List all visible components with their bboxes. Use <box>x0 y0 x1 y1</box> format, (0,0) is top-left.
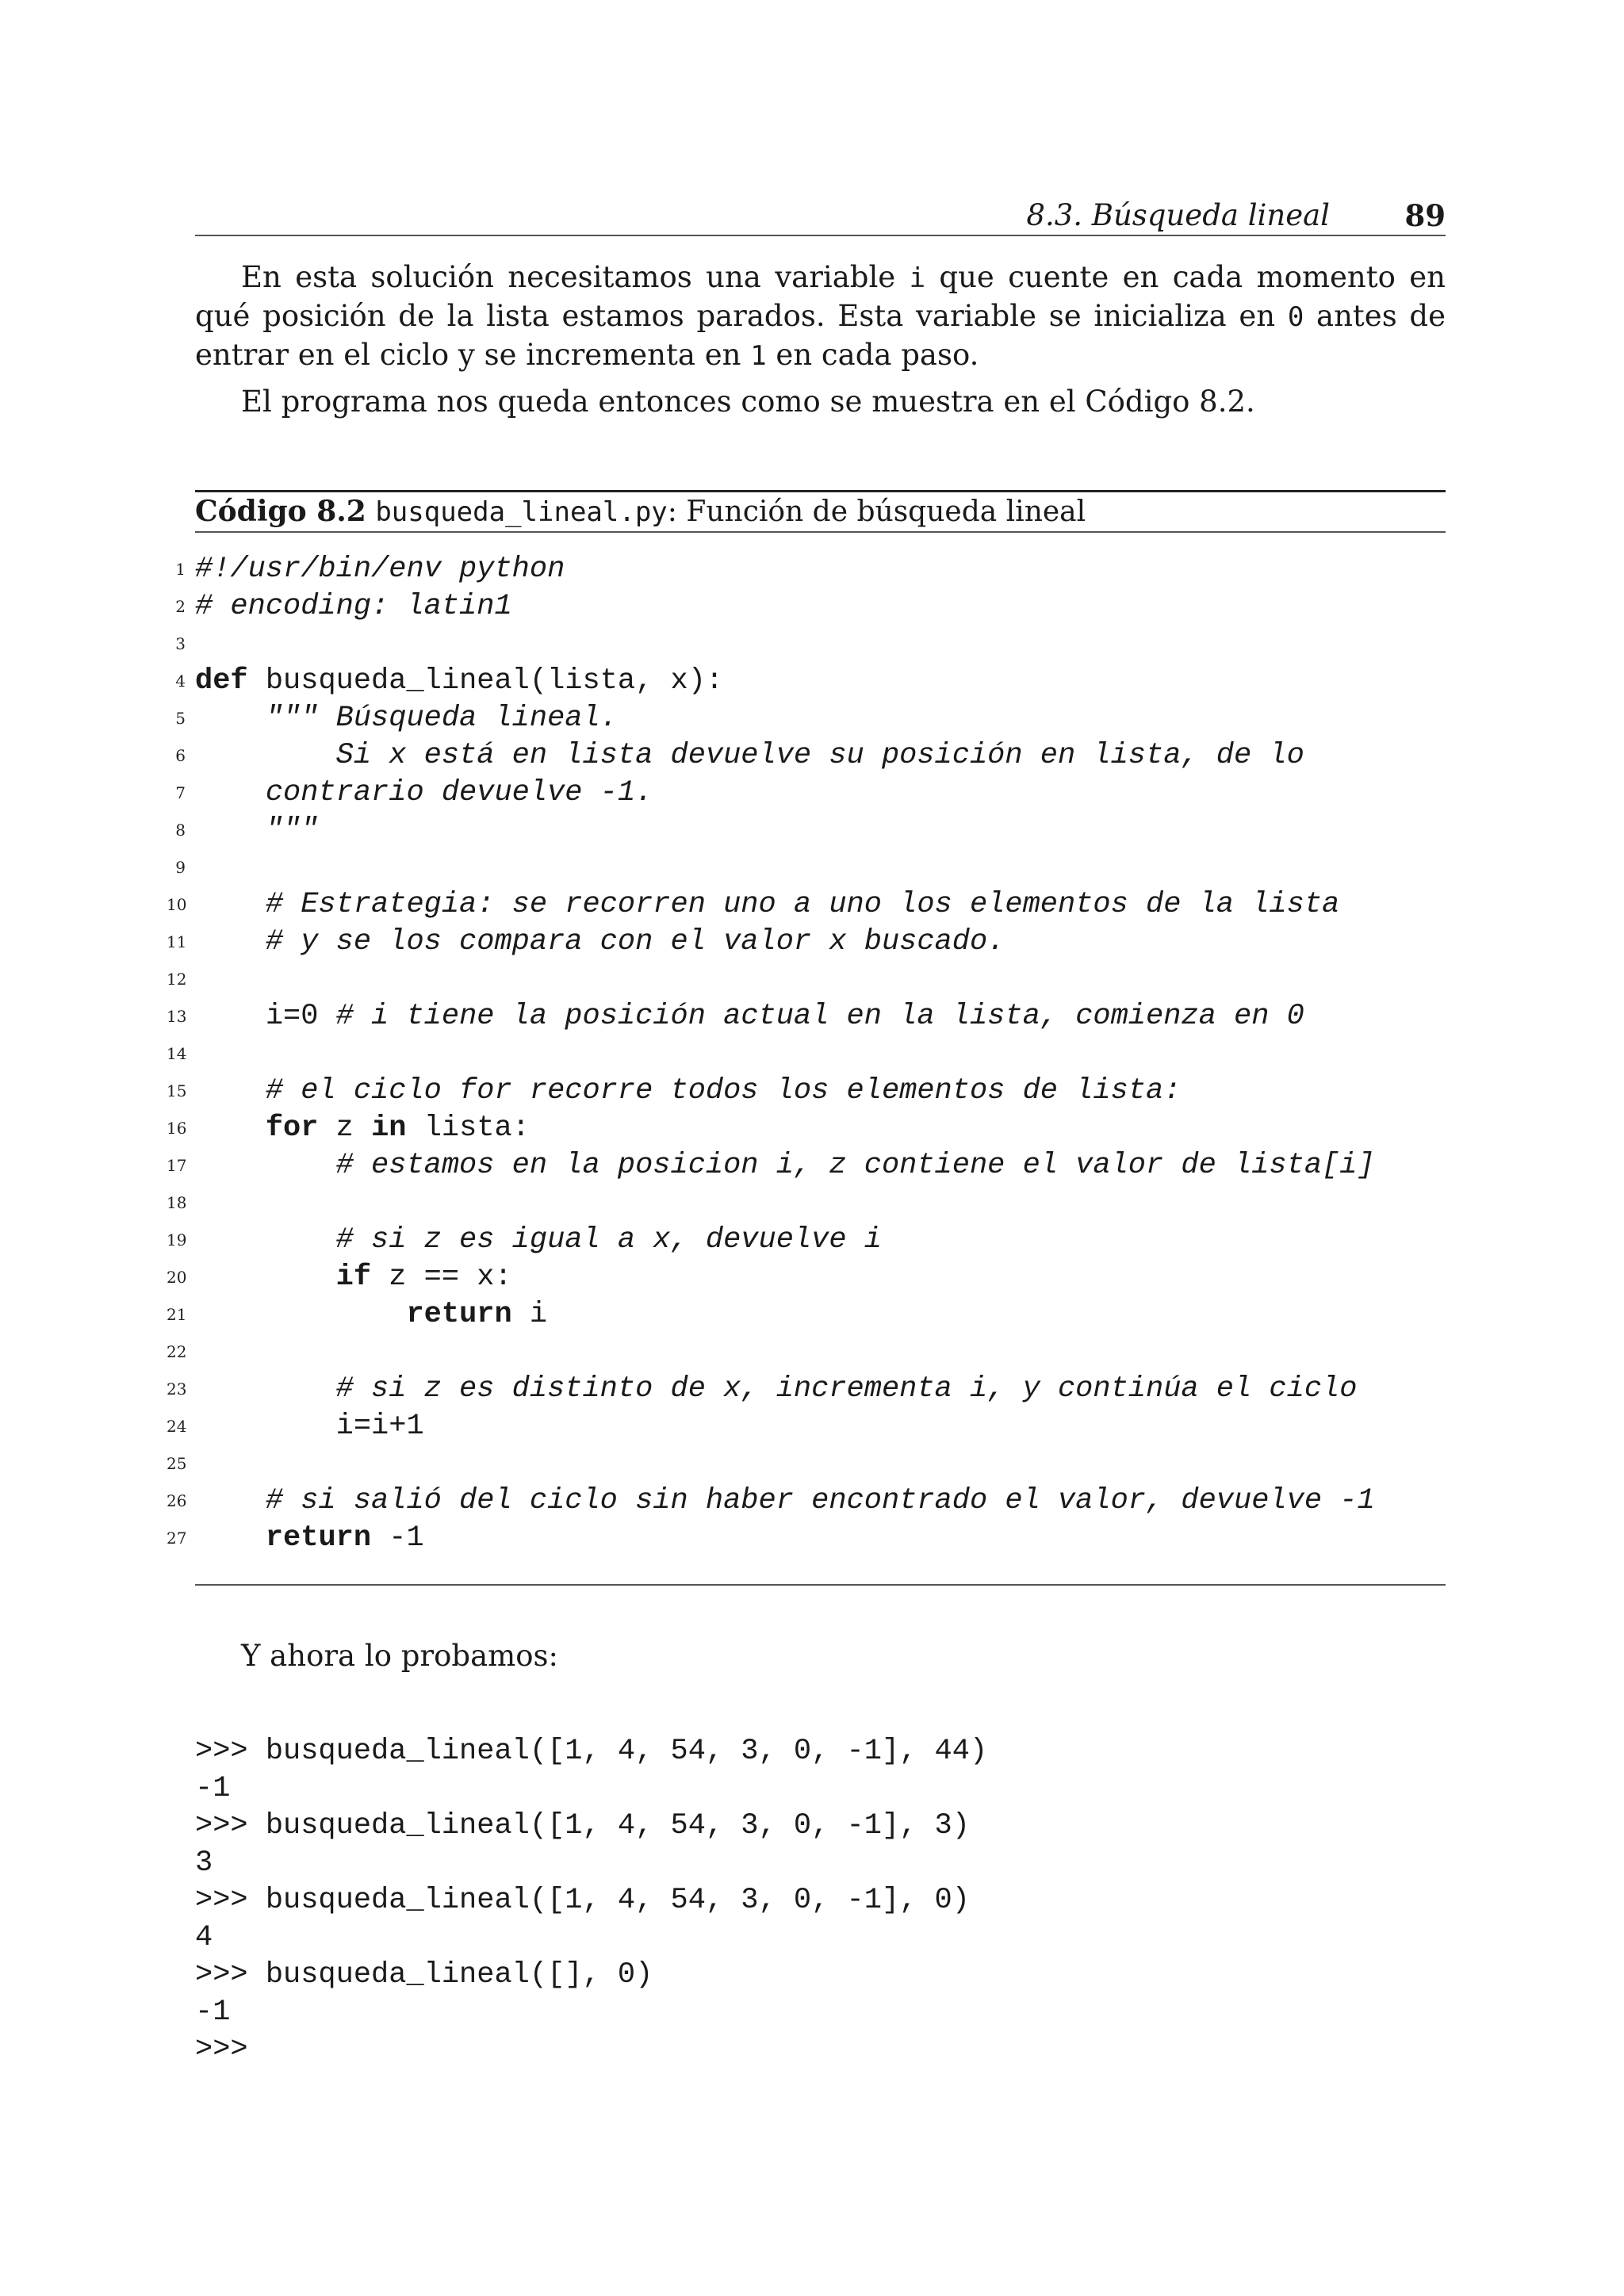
line-number: 22 <box>167 1342 187 1361</box>
code-text <box>195 1259 512 1296</box>
code-text <box>195 1408 424 1445</box>
listing-caption <box>195 492 1446 533</box>
code-token: lista: <box>406 1112 530 1145</box>
inline-code: i <box>909 262 926 294</box>
code-text <box>195 737 1304 775</box>
code-line <box>167 1296 1451 1334</box>
line-number: 10 <box>167 895 187 914</box>
line-number: 15 <box>167 1081 187 1100</box>
code-comment: Si x está en lista devuelve su posición en lista, de lo <box>195 739 1304 772</box>
repl-line: >>> <box>195 2033 248 2066</box>
paragraph-intro: El programa nos queda entonces como se muestra en el Código 8.2. <box>241 385 1255 419</box>
code-token <box>195 1298 406 1331</box>
code-line <box>167 775 1451 812</box>
inline-code: 1 <box>750 340 767 372</box>
code-line <box>167 998 1451 1035</box>
code-line <box>167 1483 1451 1520</box>
line-number: 1 <box>175 560 186 579</box>
code-token: z <box>318 1112 372 1145</box>
code-line <box>167 737 1451 775</box>
section-title: 8.3. Búsqueda lineal <box>1026 198 1330 232</box>
code-comment: # Estrategia: se recorren uno a uno los elementos de la lista <box>195 888 1340 921</box>
code-comment: """ <box>195 813 319 847</box>
repl-line: >>> busqueda_lineal([1, 4, 54, 3, 0, -1], 44) <box>195 1735 988 1768</box>
code-comment: # si salió del ciclo sin haber encontrado el valor, devuelve -1 <box>195 1484 1375 1517</box>
repl-line: >>> busqueda_lineal([1, 4, 54, 3, 0, -1], 0) <box>195 1884 970 1917</box>
code-text <box>195 1371 1357 1408</box>
text-run: En esta solución necesitamos una variable <box>241 260 910 294</box>
code-comment: #!/usr/bin/env python <box>195 553 565 586</box>
code-line <box>167 1334 1451 1371</box>
repl-line: >>> busqueda_lineal([1, 4, 54, 3, 0, -1], 3) <box>195 1809 970 1843</box>
code-token: -1 <box>371 1521 424 1555</box>
code-line <box>167 812 1451 849</box>
text-run: que cuente en cada momento en qué posición de la lista estamos parados. Esta variable se inicializa en <box>195 260 1446 333</box>
code-token: i <box>511 1298 548 1331</box>
line-number: 24 <box>167 1417 187 1436</box>
line-number: 2 <box>175 597 186 616</box>
code-line <box>167 626 1451 663</box>
code-line <box>167 1445 1451 1483</box>
code-comment: # si z es igual a x, devuelve i <box>195 1223 882 1257</box>
repl-line: 3 <box>195 1846 213 1880</box>
line-number: 16 <box>167 1119 187 1138</box>
code-comment: """ Búsqueda lineal. <box>195 702 618 735</box>
line-number: 11 <box>167 932 187 951</box>
code-text <box>195 1483 1375 1520</box>
code-line <box>167 1371 1451 1408</box>
code-keyword: return <box>406 1298 512 1331</box>
line-number: 18 <box>167 1193 187 1212</box>
line-number: 25 <box>167 1454 187 1473</box>
line-number: 9 <box>175 858 186 877</box>
code-text <box>195 924 1005 961</box>
code-line <box>167 700 1451 737</box>
line-number: 12 <box>167 970 187 989</box>
code-keyword: for <box>265 1112 319 1145</box>
code-comment: # el ciclo for recorre todos los elementos de lista: <box>195 1074 1182 1108</box>
code-line <box>167 1222 1451 1259</box>
code-comment: # si z es distinto de x, incrementa i, y continúa el ciclo <box>195 1372 1358 1406</box>
line-number: 6 <box>175 746 186 765</box>
running-header <box>195 195 1446 236</box>
code-token <box>195 1261 336 1294</box>
code-token: i=i+1 <box>195 1410 424 1443</box>
paragraph-solution <box>195 258 1446 375</box>
code-line <box>167 1184 1451 1222</box>
line-number: 4 <box>175 672 186 691</box>
code-line <box>167 1110 1451 1147</box>
code-line <box>167 551 1451 588</box>
line-number: 14 <box>167 1044 187 1063</box>
code-keyword: def <box>195 664 248 698</box>
line-number: 5 <box>175 709 186 728</box>
code-comment: contrario devuelve -1. <box>195 776 653 809</box>
line-number: 19 <box>167 1230 187 1249</box>
text-run: antes de entrar en el ciclo y se incrementa en <box>195 299 1446 372</box>
code-line <box>167 663 1451 700</box>
code-text <box>195 1520 424 1557</box>
code-line <box>167 1147 1451 1184</box>
code-text <box>195 1110 530 1147</box>
code-text <box>195 663 723 700</box>
code-line <box>167 1520 1451 1557</box>
line-number: 21 <box>167 1305 187 1324</box>
code-text <box>195 812 318 849</box>
code-text <box>195 551 565 588</box>
code-token <box>195 1112 266 1145</box>
repl-line: 4 <box>195 1921 213 1954</box>
code-text <box>195 1222 882 1259</box>
code-text <box>195 700 618 737</box>
line-number: 27 <box>167 1529 187 1548</box>
code-line <box>167 849 1451 886</box>
listing-label: Código 8.2 <box>195 495 366 528</box>
code-line <box>167 1073 1451 1110</box>
listing-title: : Función de búsqueda lineal <box>667 496 1086 528</box>
text-run: en cada paso. <box>766 338 979 372</box>
line-number: 17 <box>167 1156 187 1175</box>
line-number: 7 <box>175 783 186 802</box>
line-number: 26 <box>167 1491 187 1510</box>
repl-session <box>195 1733 987 2068</box>
code-text <box>195 1147 1375 1184</box>
code-line <box>167 961 1451 998</box>
code-comment: # estamos en la posicion i, z contiene el valor de lista[i] <box>195 1149 1375 1182</box>
code-token <box>195 1521 266 1555</box>
code-text <box>195 1296 547 1334</box>
code-text <box>195 1073 1181 1110</box>
page-number: 89 <box>1404 198 1446 233</box>
code-comment: # i tiene la posición actual en la lista, comienza en 0 <box>335 1000 1304 1033</box>
listing-filename: busqueda_lineal.py <box>375 496 668 528</box>
code-line <box>167 924 1451 961</box>
code-listing <box>167 551 1451 1557</box>
paragraph-test: Y ahora lo probamos: <box>241 1639 558 1673</box>
code-comment: # encoding: latin1 <box>195 590 512 623</box>
code-text <box>195 998 1304 1035</box>
code-token: busqueda_lineal(lista, x): <box>247 664 724 698</box>
code-keyword: return <box>265 1521 372 1555</box>
line-number: 20 <box>167 1268 187 1287</box>
line-number: 8 <box>175 821 186 840</box>
code-keyword: in <box>371 1112 407 1145</box>
code-line <box>167 1035 1451 1073</box>
code-line <box>167 588 1451 626</box>
code-comment: # y se los compara con el valor x buscado. <box>195 925 1005 959</box>
repl-line: -1 <box>195 1772 231 1805</box>
body-text <box>195 258 1446 421</box>
line-number: 3 <box>175 634 186 653</box>
code-token: z == x: <box>371 1261 512 1294</box>
inline-code: 0 <box>1287 301 1304 333</box>
code-keyword: if <box>335 1261 372 1294</box>
code-text <box>195 886 1339 924</box>
code-line <box>167 886 1451 924</box>
code-line <box>167 1259 1451 1296</box>
code-text <box>195 588 512 626</box>
repl-line: >>> busqueda_lineal([], 0) <box>195 1958 653 1992</box>
code-token: i=0 <box>195 1000 336 1033</box>
line-number: 23 <box>167 1380 187 1399</box>
listing-bottom-rule <box>195 1584 1446 1586</box>
line-number: 13 <box>167 1007 187 1026</box>
repl-line: -1 <box>195 1996 231 2029</box>
code-line <box>167 1408 1451 1445</box>
code-text <box>195 775 653 812</box>
